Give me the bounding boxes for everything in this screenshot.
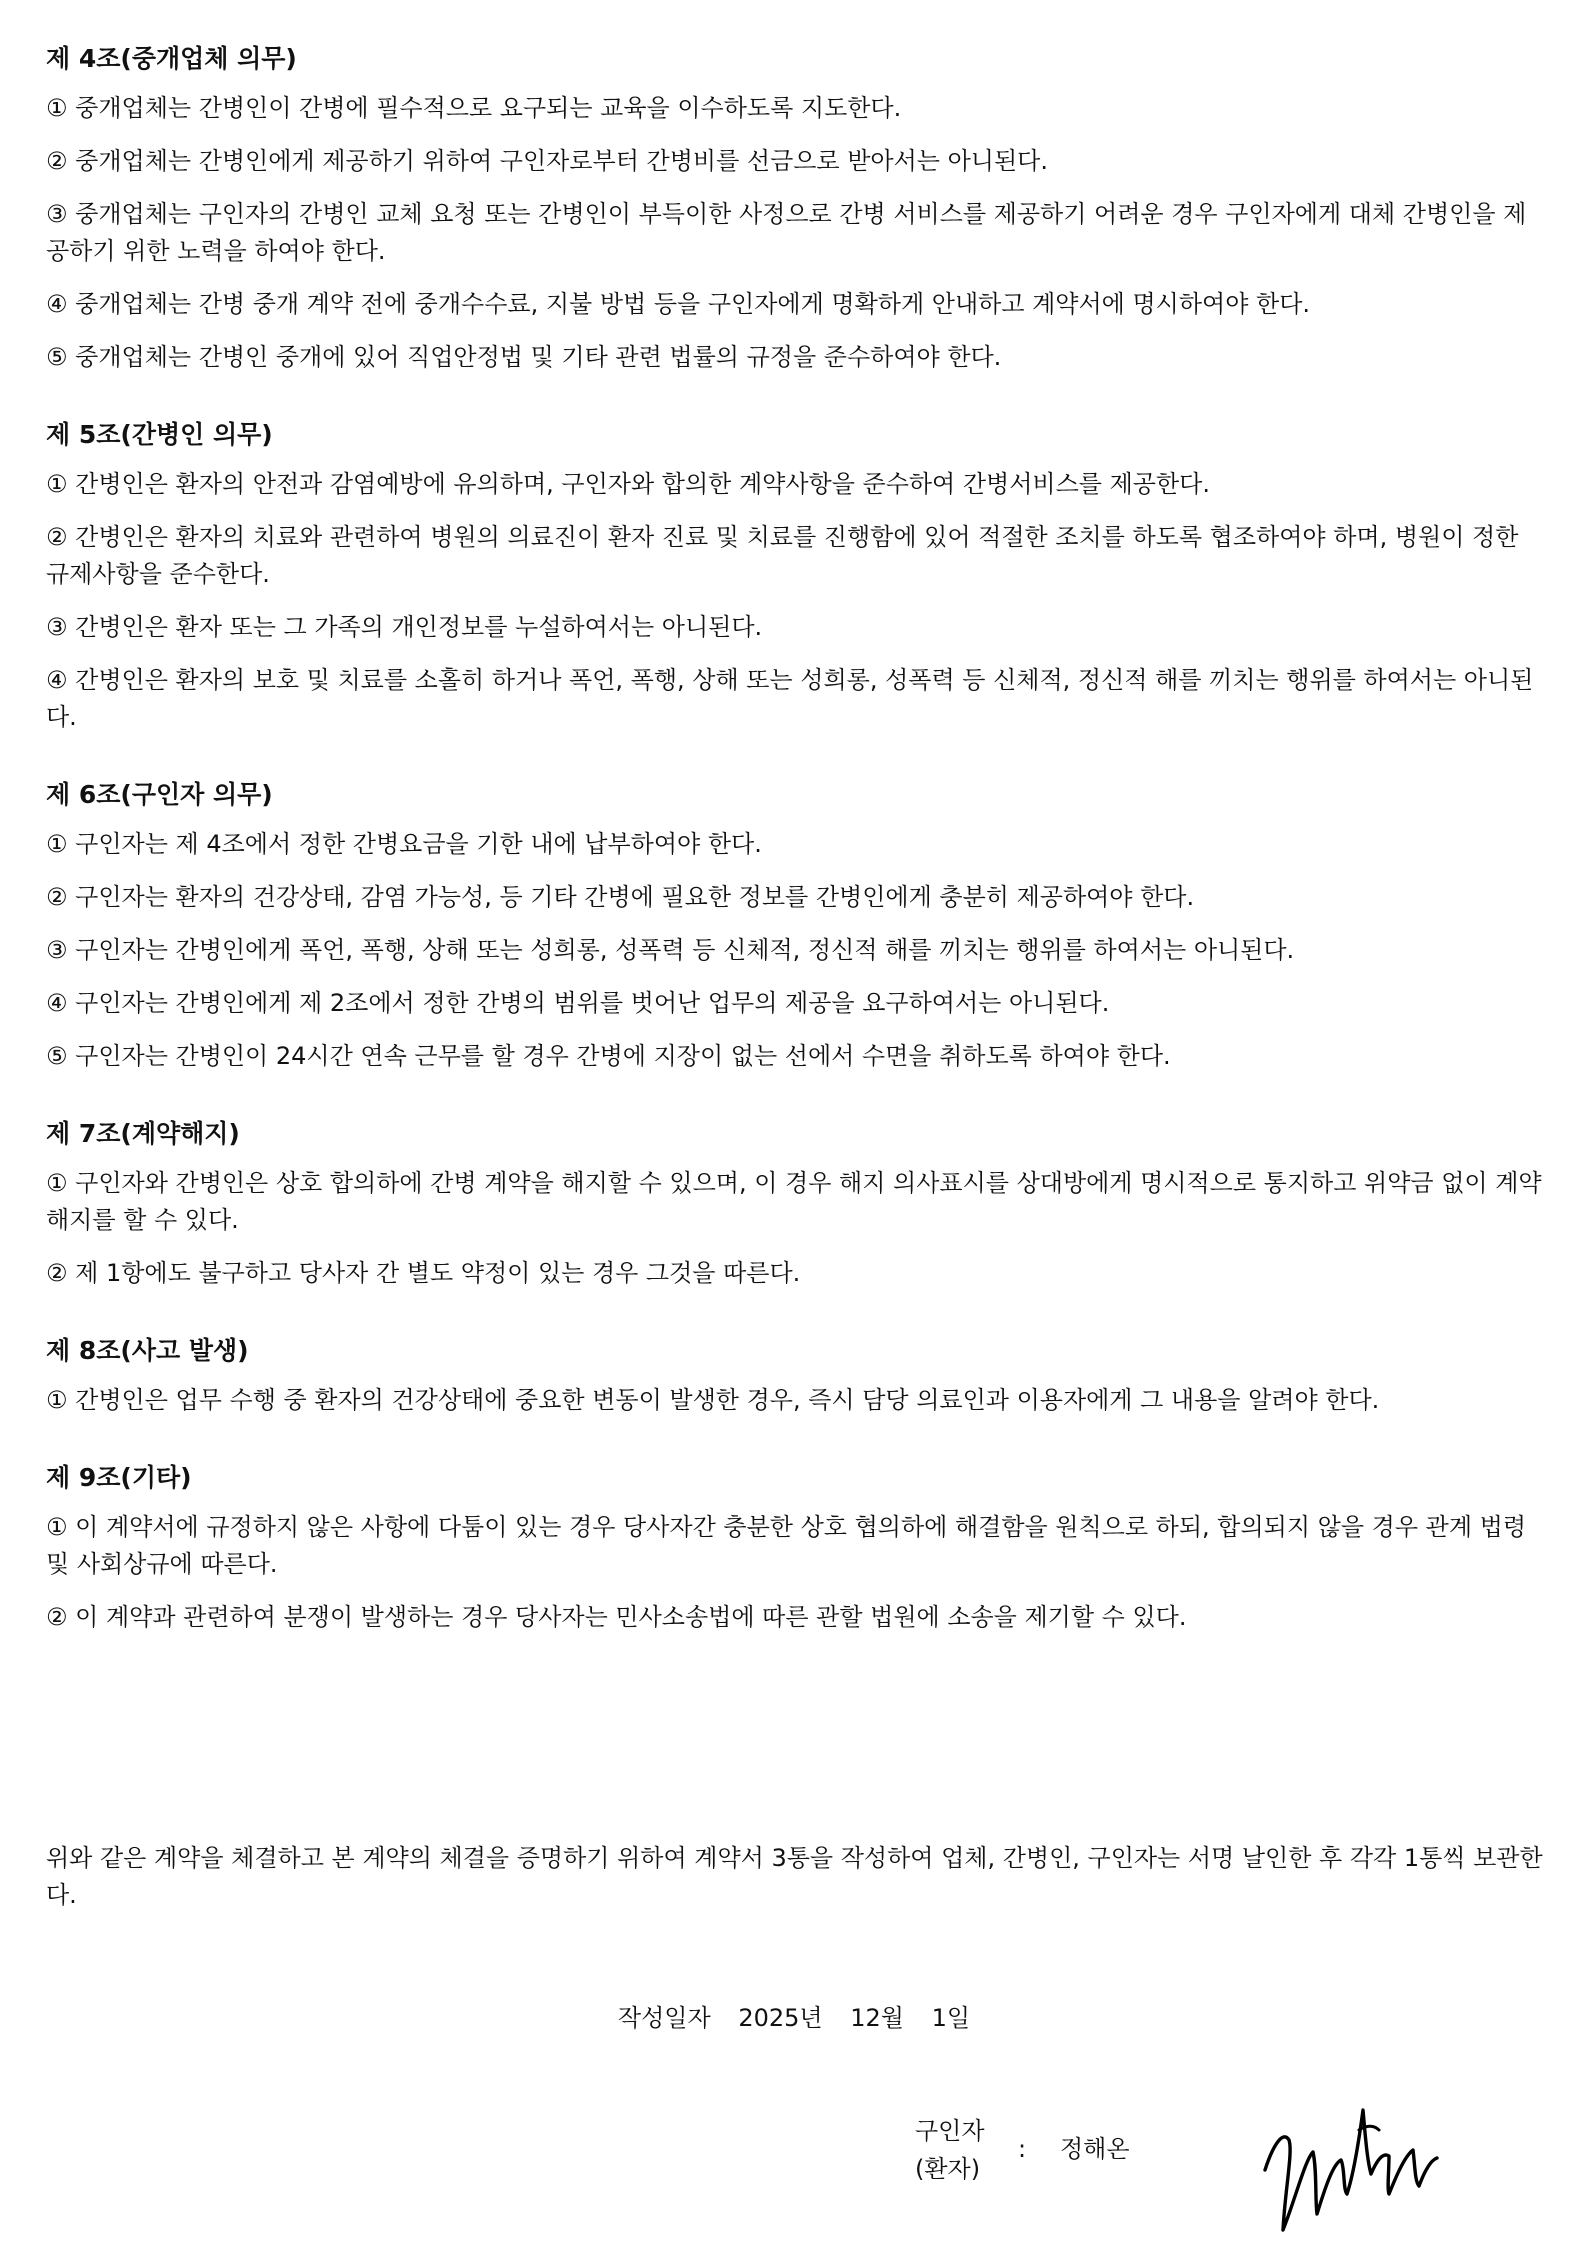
signer-name: 정해온 <box>1060 2135 1130 2163</box>
article-5 <box>46 416 1546 736</box>
date-day: 1일 <box>931 2004 971 2032</box>
article-4 <box>46 40 1546 376</box>
signer-role <box>915 2112 1035 2188</box>
date-year: 2025년 <box>738 2004 823 2032</box>
article-8 <box>46 1332 1546 1419</box>
article-title: 제 4조(중개업체 의무) <box>46 44 297 73</box>
article-title: 제 8조(사고 발생) <box>46 1336 249 1365</box>
date-line <box>0 2000 1588 2037</box>
signer-colon: : <box>1018 2135 1027 2163</box>
article-6 <box>46 776 1546 1075</box>
article-7 <box>46 1115 1546 1292</box>
clause: ① 간병인은 업무 수행 중 환자의 건강상태에 중요한 변동이 발생한 경우, 즉시 담당 의료인과 이용자에게 그 내용을 알려야 한다. <box>46 1386 1380 1414</box>
clause: ② 제 1항에도 불구하고 당사자 간 별도 약정이 있는 경우 그것을 따른다. <box>46 1259 801 1287</box>
clause: ① 이 계약서에 규정하지 않은 사항에 다툼이 있는 경우 당사자간 충분한 상호 협의하에 해결함을 원칙으로 하되, 합의되지 않을 경우 관계 법령 및 사회상규에 따른다. <box>46 1513 1527 1578</box>
clause: ② 이 계약과 관련하여 분쟁이 발생하는 경우 당사자는 민사소송법에 따른 관할 법원에 소송을 제기할 수 있다. <box>46 1603 1187 1631</box>
clause: ⑤ 중개업체는 간병인 중개에 있어 직업안정법 및 기타 관련 법률의 규정을 준수하여야 한다. <box>46 343 1002 371</box>
clause: ② 중개업체는 간병인에게 제공하기 위하여 구인자로부터 간병비를 선금으로 받아서는 아니된다. <box>46 147 1048 175</box>
clause: ② 간병인은 환자의 치료와 관련하여 병원의 의료진이 환자 진료 및 치료를 진행함에 있어 적절한 조치를 하도록 협조하여야 하며, 병원이 정한 규제사항을 준수한다. <box>46 523 1519 588</box>
article-title: 제 9조(기타) <box>46 1463 192 1492</box>
clause: ④ 간병인은 환자의 보호 및 치료를 소홀히 하거나 폭언, 폭행, 상해 또는 성희롱, 성폭력 등 신체적, 정신적 해를 끼치는 행위를 하여서는 아니된다. <box>46 666 1534 731</box>
clause: ① 중개업체는 간병인이 간병에 필수적으로 요구되는 교육을 이수하도록 지도한다. <box>46 94 902 122</box>
clause: ⑤ 구인자는 간병인이 24시간 연속 근무를 할 경우 간병에 지장이 없는 선에서 수면을 취하도록 하여야 한다. <box>46 1042 1171 1070</box>
handwritten-signature-icon <box>1255 2090 1445 2240</box>
date-label: 작성일자 <box>617 2004 711 2032</box>
article-title: 제 7조(계약해지) <box>46 1119 240 1148</box>
clause: ② 구인자는 환자의 건강상태, 감염 가능성, 등 기타 간병에 필요한 정보를 간병인에게 충분히 제공하여야 한다. <box>46 883 1195 911</box>
signer-role-line1: 구인자 <box>915 2117 985 2145</box>
article-9 <box>46 1459 1546 1636</box>
date-month: 12월 <box>850 2004 904 2032</box>
clause: ④ 중개업체는 간병 중개 계약 전에 중개수수료, 지불 방법 등을 구인자에게 명확하게 안내하고 계약서에 명시하여야 한다. <box>46 290 1311 318</box>
clause: ③ 중개업체는 구인자의 간병인 교체 요청 또는 간병인이 부득이한 사정으로 간병 서비스를 제공하기 어려운 경우 구인자에게 대체 간병인을 제공하기 위한 노력을 하여야 한다. <box>46 200 1527 265</box>
clause: ① 구인자는 제 4조에서 정한 간병요금을 기한 내에 납부하여야 한다. <box>46 830 762 858</box>
signer-role-line2: (환자) <box>915 2155 981 2183</box>
clause: ① 구인자와 간병인은 상호 합의하에 간병 계약을 해지할 수 있으며, 이 경우 해지 의사표시를 상대방에게 명시적으로 통지하고 위약금 없이 계약해지를 할 수 있다. <box>46 1169 1542 1234</box>
clause: ③ 구인자는 간병인에게 폭언, 폭행, 상해 또는 성희롱, 성폭력 등 신체적, 정신적 해를 끼치는 행위를 하여서는 아니된다. <box>46 936 1295 964</box>
contract-body <box>46 40 1546 1676</box>
closing-statement: 위와 같은 계약을 체결하고 본 계약의 체결을 증명하기 위하여 계약서 3통을 작성하여 업체, 간병인, 구인자는 서명 날인한 후 각각 1통씩 보관한다. <box>46 1844 1543 1909</box>
article-title: 제 6조(구인자 의무) <box>46 780 273 809</box>
article-title: 제 5조(간병인 의무) <box>46 420 273 449</box>
clause: ④ 구인자는 간병인에게 제 2조에서 정한 간병의 범위를 벗어난 업무의 제공을 요구하여서는 아니된다. <box>46 989 1110 1017</box>
clause: ① 간병인은 환자의 안전과 감염예방에 유의하며, 구인자와 합의한 계약사항을 준수하여 간병서비스를 제공한다. <box>46 470 1210 498</box>
clause: ③ 간병인은 환자 또는 그 가족의 개인정보를 누설하여서는 아니된다. <box>46 613 763 641</box>
